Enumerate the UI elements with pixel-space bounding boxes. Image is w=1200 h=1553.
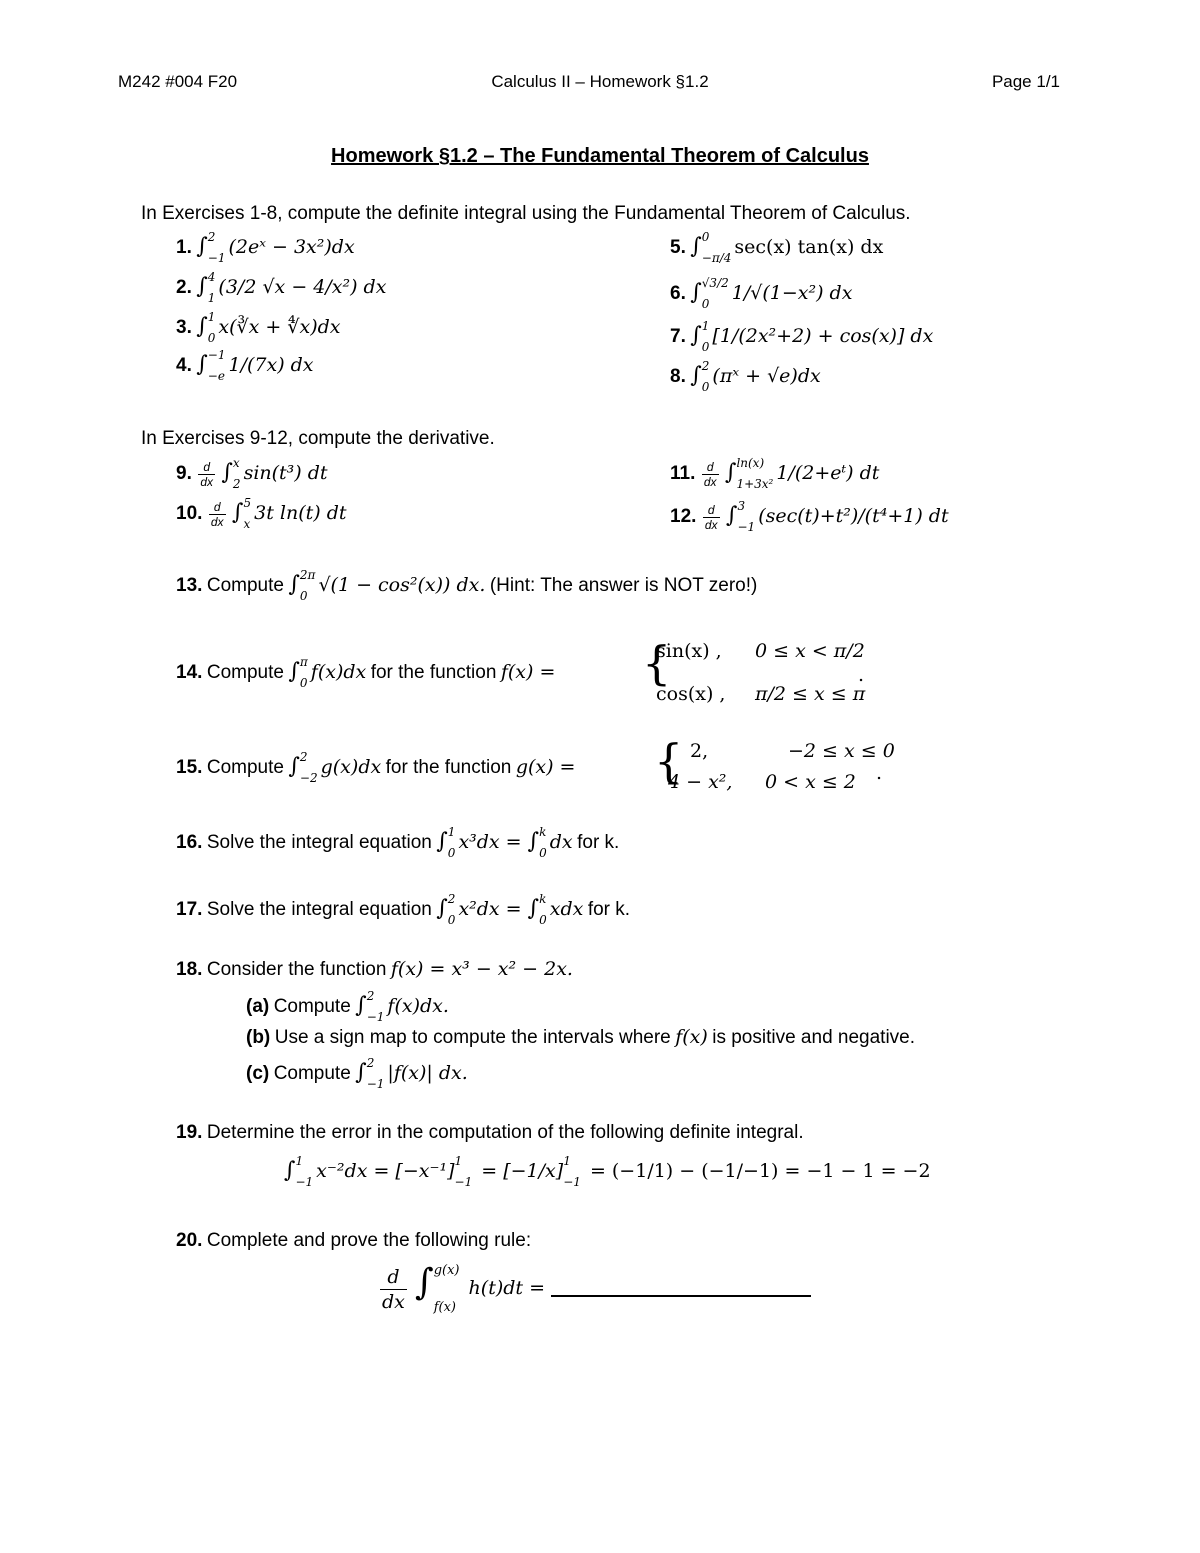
header-left: M242 #004 F20: [118, 72, 238, 91]
p15-cond1: −2 ≤ x ≤ 0: [788, 740, 895, 762]
header-center: Calculus II – Homework §1.2: [491, 72, 709, 91]
p15-case2: 4 − x²,: [668, 771, 733, 793]
problem-17: 17. Solve the integral equation ∫ 2 0 x²dx = ∫ k 0 xdx for k.: [176, 892, 631, 927]
section1-instruction: In Exercises 1-8, compute the definite integral using the Fundamental Theorem of Calculus.: [141, 203, 911, 224]
p15-end: .: [876, 762, 883, 784]
exercise-8: 8. ∫ 2 0 (πˣ + √e)dx: [670, 359, 821, 394]
brace-14: {: [642, 636, 672, 690]
problem-19: 19. Determine the error in the computation of the following definite integral.: [176, 1122, 804, 1143]
problem-14: 14. Compute ∫ π 0 f(x)dx for the function f(x) =: [176, 655, 556, 690]
problem-18b: (b) Use a sign map to compute the intervals where f(x) is positive and negative.: [246, 1026, 916, 1048]
answer-blank: [551, 1295, 811, 1297]
p14-cond2: π/2 ≤ x ≤ π: [755, 683, 866, 705]
section2-instruction: In Exercises 9-12, compute the derivative.: [141, 428, 495, 449]
exercise-12: 12. $\frac{d}{dx}$ ∫ 3 −1 (sec(t)+t²)/(t⁴+1) dt: [670, 499, 949, 534]
exercise-10: 10. $\frac{d}{dx}$ ∫ 5 x 3t ln(t) dt: [176, 496, 347, 531]
problem-18: 18. Consider the function f(x) = x³ − x² − 2x.: [176, 958, 573, 980]
problem-13: 13. Compute ∫ 2π 0 √(1 − cos²(x)) dx. (Hint: The answer is NOT zero!): [176, 568, 758, 603]
p14-case1: sin(x) ,: [656, 640, 722, 662]
problem-20: 20. Complete and prove the following rule:: [176, 1230, 532, 1251]
exercise-11: 11. $\frac{d}{dx}$ ∫ ln(x) 1+3x² 1/(2+eᵗ) dt: [670, 456, 880, 491]
exercise-9: 9. $\frac{d}{dx}$ ∫ x 2 sin(t³) dt: [176, 456, 328, 491]
p14-case2: cos(x) ,: [656, 683, 726, 705]
problem-15: 15. Compute ∫ 2 −2 g(x)dx for the function g(x) =: [176, 750, 576, 785]
exercise-6: 6. ∫ √3/2 0 1/√(1−x²) dx: [670, 276, 853, 311]
problem-18a: (a) Compute ∫ 2 −1 f(x)dx.: [246, 989, 449, 1024]
p14-cond1: 0 ≤ x < π/2: [755, 640, 865, 662]
problem-20-rule: $\frac{d}{dx}$ ∫ g(x) f(x) h(t)dt =: [378, 1262, 811, 1314]
page-title: Homework §1.2 – The Fundamental Theorem of Calculus: [331, 145, 869, 167]
exercise-5: 5. ∫ 0 −π/4 sec(x) tan(x) dx: [670, 230, 884, 265]
problem-19-equation: ∫ 1 −1 x⁻²dx = [−x⁻¹] 1 −1 = [−1/x] 1 −1 = (−1/1) − (−1/−1) = −1 − 1 = −2: [284, 1154, 931, 1189]
exercise-7: 7. ∫ 1 0 [1/(2x²+2) + cos(x)] dx: [670, 319, 934, 354]
exercise-3: 3. ∫ 1 0 x(∛x + ∜x)dx: [176, 310, 341, 345]
exercise-4: 4. ∫ −1 −e 1/(7x) dx: [176, 348, 314, 383]
brace-15: {: [654, 734, 684, 788]
problem-18c: (c) Compute ∫ 2 −1 |f(x)| dx.: [246, 1056, 468, 1091]
header-right: Page 1/1: [991, 72, 1060, 91]
exercise-1: 1. ∫ 2 −1 (2eˣ − 3x²)dx: [176, 230, 355, 265]
problem-16: 16. Solve the integral equation ∫ 1 0 x³dx = ∫ k 0 dx for k.: [176, 825, 620, 860]
p15-case1: 2,: [690, 740, 709, 762]
p14-end: .: [858, 664, 865, 686]
p15-cond2: 0 < x ≤ 2: [765, 771, 856, 793]
exercise-2: 2. ∫ 4 1 (3/2 √x − 4/x²) dx: [176, 270, 387, 305]
